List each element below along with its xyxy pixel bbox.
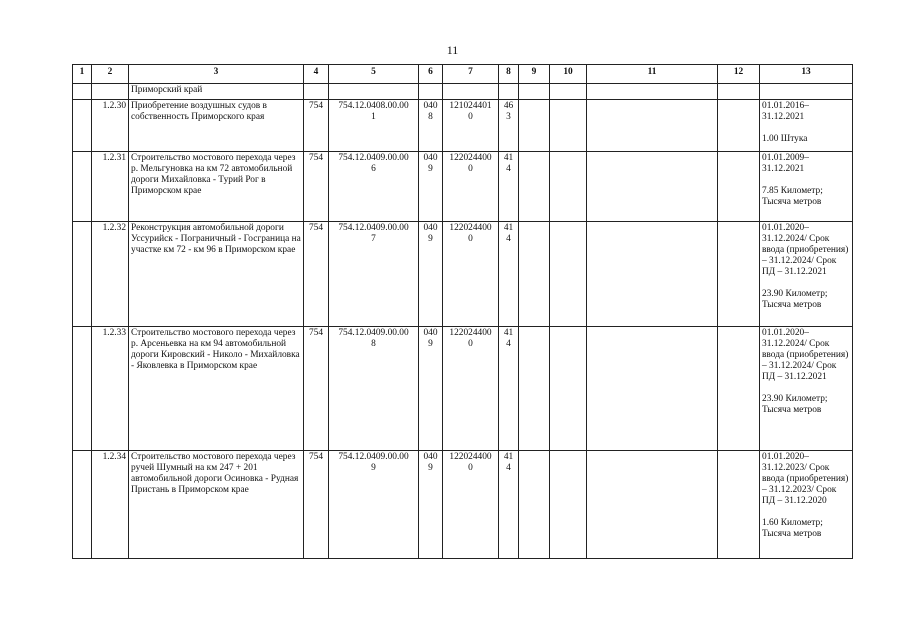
row-number: 1.2.33	[92, 327, 129, 451]
object-name: Строительство мостового перехода через ручей Шумный на км 247 + 201 автомобильной дороги Осиновка - Рудная Пристань в Приморском крае	[129, 451, 304, 559]
row-number: 1.2.31	[92, 152, 129, 222]
row-number: 1.2.34	[92, 451, 129, 559]
period-cell	[760, 152, 853, 222]
cell-code-6: 040 9	[419, 152, 443, 222]
header-cell: 7	[443, 65, 499, 84]
header-cell: 5	[329, 65, 419, 84]
cell-code-4: 754	[304, 451, 329, 559]
measure-text: 1.00 Штука	[762, 134, 808, 144]
cell-code-6: 040 9	[419, 327, 443, 451]
cell-12	[718, 100, 760, 152]
header-row	[73, 65, 853, 84]
cell-9	[519, 152, 550, 222]
cell-code-7: 122024400 0	[443, 451, 499, 559]
period-cell	[760, 100, 853, 152]
table-row	[73, 222, 853, 327]
cell-code-6: 040 9	[419, 451, 443, 559]
cell-10	[550, 327, 587, 451]
cell-11	[587, 152, 718, 222]
header-cell: 2	[92, 65, 129, 84]
period-cell	[760, 327, 853, 451]
object-name: Строительство мостового перехода через р. Арсеньевка на км 94 автомобильной дороги Кировский - Николо - Михайловка - Яковлевка в Приморском крае	[129, 327, 304, 451]
table-row	[73, 327, 853, 451]
cell-11	[587, 451, 718, 559]
cell-code-4: 754	[304, 327, 329, 451]
cell-12	[718, 451, 760, 559]
header-cell: 13	[760, 65, 853, 84]
period-cell	[760, 451, 853, 559]
header-cell: 6	[419, 65, 443, 84]
cell-9	[519, 327, 550, 451]
cell-code-7: 122024400 0	[443, 222, 499, 327]
measure-text: 23.90 Километр; Тысяча метров	[762, 394, 828, 415]
region-name: Приморский край	[129, 84, 304, 100]
object-name: Реконструкция автомобильной дороги Уссурийск - Пограничный - Госграница на участке км 72 - км 96 в Приморском крае	[129, 222, 304, 327]
cell-code-4: 754	[304, 222, 329, 327]
cell-10	[550, 152, 587, 222]
header-cell: 10	[550, 65, 587, 84]
object-name: Приобретение воздушных судов в собственность Приморского края	[129, 100, 304, 152]
cell-code-8: 41 4	[499, 152, 519, 222]
cell-code-5: 754.12.0408.00.00 1	[329, 100, 419, 152]
header-cell: 3	[129, 65, 304, 84]
cell-11	[587, 327, 718, 451]
cell-1	[73, 327, 92, 451]
cell-1	[73, 451, 92, 559]
row-number: 1.2.30	[92, 100, 129, 152]
header-cell: 4	[304, 65, 329, 84]
cell-9	[519, 100, 550, 152]
cell-10	[550, 100, 587, 152]
cell-1	[73, 222, 92, 327]
cell-12	[718, 222, 760, 327]
period-cell	[760, 222, 853, 327]
page-number: 11	[446, 43, 459, 57]
row-number: 1.2.32	[92, 222, 129, 327]
period-text: 01.01.2020–31.12.2023/ Срок ввода (приобретения) – 31.12.2023/ Срок ПД – 31.12.2020	[762, 452, 849, 506]
header-cell: 9	[519, 65, 550, 84]
period-text: 01.01.2009–31.12.2021	[762, 153, 809, 174]
region-row	[73, 84, 853, 100]
header-cell: 11	[587, 65, 718, 84]
cell-code-5: 754.12.0409.00.00 9	[329, 451, 419, 559]
header-cell: 12	[718, 65, 760, 84]
cell-11	[587, 222, 718, 327]
cell-code-6: 040 8	[419, 100, 443, 152]
table-row	[73, 100, 853, 152]
measure-text: 1.60 Километр; Тысяча метров	[762, 518, 823, 539]
measure-text: 7.85 Километр; Тысяча метров	[762, 186, 823, 207]
cell-12	[718, 152, 760, 222]
period-text: 01.01.2016–31.12.2021	[762, 101, 809, 122]
table-row	[73, 451, 853, 559]
cell-code-6: 040 9	[419, 222, 443, 327]
cell-1	[73, 100, 92, 152]
cell-code-8: 41 4	[499, 327, 519, 451]
measure-text: 23.90 Километр; Тысяча метров	[762, 289, 828, 310]
period-text: 01.01.2020–31.12.2024/ Срок ввода (приобретения) – 31.12.2024/ Срок ПД – 31.12.2021	[762, 223, 849, 277]
cell-code-4: 754	[304, 152, 329, 222]
cell-1	[73, 152, 92, 222]
cell-code-7: 121024401 0	[443, 100, 499, 152]
period-text: 01.01.2020–31.12.2024/ Срок ввода (приобретения) – 31.12.2024/ Срок ПД – 31.12.2021	[762, 328, 849, 382]
cell-code-7: 122024400 0	[443, 327, 499, 451]
object-name: Строительство мостового перехода через р. Мельгуновка на км 72 автомобильной дороги Михайловка - Турий Рог в Приморском крае	[129, 152, 304, 222]
data-table	[72, 64, 853, 559]
header-cell: 1	[73, 65, 92, 84]
cell-11	[587, 100, 718, 152]
cell-code-8: 41 4	[499, 451, 519, 559]
cell-code-7: 122024400 0	[443, 152, 499, 222]
cell-10	[550, 451, 587, 559]
table-row	[73, 152, 853, 222]
cell-code-8: 46 3	[499, 100, 519, 152]
cell-code-5: 754.12.0409.00.00 7	[329, 222, 419, 327]
cell-12	[718, 327, 760, 451]
cell-9	[519, 451, 550, 559]
cell-code-4: 754	[304, 100, 329, 152]
cell-10	[550, 222, 587, 327]
cell-code-5: 754.12.0409.00.00 6	[329, 152, 419, 222]
cell-code-8: 41 4	[499, 222, 519, 327]
header-cell: 8	[499, 65, 519, 84]
cell-9	[519, 222, 550, 327]
cell-code-5: 754.12.0409.00.00 8	[329, 327, 419, 451]
